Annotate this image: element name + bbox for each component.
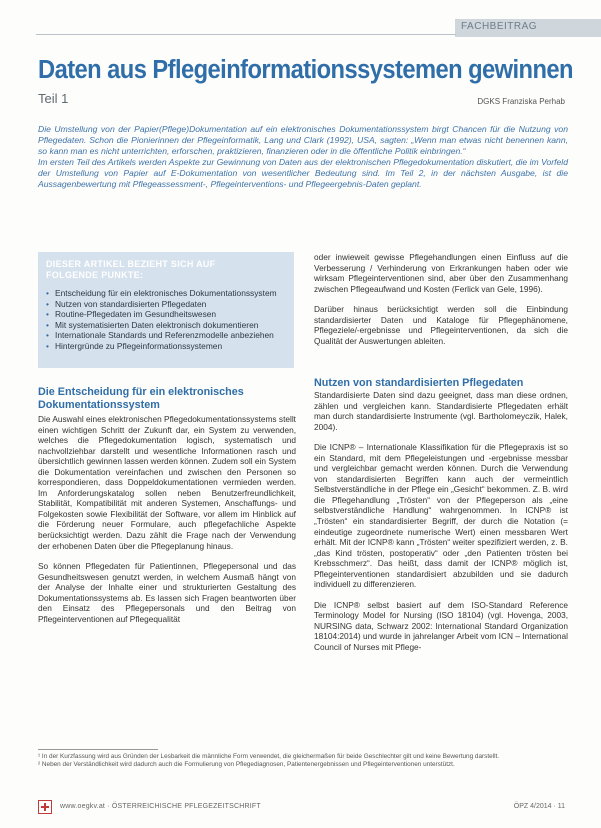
footnotes (38, 753, 568, 769)
summary-list (46, 288, 286, 352)
footnote-rule (38, 749, 158, 750)
summary-list-item: • Routine-Pflegedaten im Gesundheitswesen (46, 309, 286, 320)
body-paragraph: oder inwieweit gewisse Pflegehandlungen einen Einfluss auf die Verbesserung / Verhinderung von Erkrankungen haben oder wie wirksam Pflegeinterventionen sind, aber über den Zusammenhang zwischen Pflegeaufwand und Kosten (Ferlick van Gele, 1996). (314, 252, 568, 294)
rubric-label: FACHBEITRAG (461, 21, 538, 32)
body-paragraph: Die ICNP® selbst basiert auf dem ISO-Standard Reference Terminology Model for Nursing (ISO 18104) (vgl. Hovenga, 2003, NURSING data, Schwarz 2002: International Standard Organization 18104:2014) und wurde in jahrelanger Arbeit vom ICN – International Council of Nurses mit Pflege- (314, 599, 568, 653)
summary-list-item: • Hintergründe zu Pflegeinformationssystemen (46, 341, 286, 352)
footnote: ¹ In der Kurzfassung wird aus Gründen der Lesbarkeit die männliche Form verwendet, die gleichermaßen für beide Geschlechter gilt und keine Bewertung darstellt. (38, 753, 500, 760)
cross-logo-icon (38, 800, 52, 814)
footer-publication: www.oegkv.at · ÖSTERREICHISCHE PFLEGEZEITSCHRIFT (60, 803, 261, 810)
footer-page-number: ÖPZ 4/2014 · 11 (513, 803, 565, 810)
footnote: ² Neben der Verständlichkeit wird dadurch auch die Formulierung von Pflegediagnosen, Patientenergebnissen und Pflegeinterventionen unterstützt. (38, 761, 455, 768)
lead-paragraph: Im ersten Teil des Artikels werden Aspekte zur Gewinnung von Daten aus der elektronischen Pflegedokumentation diskutiert, die im Vorfeld der Umstellung von Papier auf E-Dokumentation von wesentlicher Bedeutung sind. Im Teil 2, in der nächsten Ausgabe, ist die Aussagenbewertung mit Pflegeassessment-, Pflegeinterventions- und Pflegeergebnis-Daten geplant. (38, 157, 568, 190)
body-paragraph: Standardisierte Daten sind dazu geeignet, dass man diese ordnen, zählen und vergleichen kann. Standardisierte Pflegedaten erhält man durch standardisierte Instrumente (vgl. Bartholomeyczik, Halek, 2004). (314, 390, 568, 432)
body-paragraph: Darüber hinaus berücksichtigt werden soll die Einbindung standardisierter Daten und Kataloge für Pflegephänomene, Pflegeziele/-ergebnisse und Pflegeinterventionen, da sich die Qualität der Auswertungen ableiten. (314, 304, 568, 346)
article-author: DGKS Franziska Perhab (477, 97, 565, 106)
body-paragraph: So können Pflegedaten für Patientinnen, Pflegepersonal und das Gesundheitswesen genutzt werden, in welchem Ausmaß hängt von der Analyse der Inhalte einer und strukturierten Gestaltung des Dokumentationssystems ab. Es lassen sich Fragen beantworten über den Einsatz des Pflegepersonals und den Beitrag von Pflegeinterventionen auf Pflegequalität (38, 561, 296, 624)
lead-paragraph: Die Umstellung von der Papier(Pflege)Dokumentation auf ein elektronisches Dokumentationssystem birgt Chancen für die Nutzung von Pflegedaten. Schon die Pionierinnen der Pflegeinformatik, Lang und Clark (1992), USA, sagten: „Wenn man etwas nicht benennen kann, so kann man es nicht unterrichten, erforschen, praktizieren, finanzieren oder in die öffentliche Politik einbringen.“ (38, 124, 568, 157)
section-heading-benefits: Nutzen von standardisierten Pflegedaten (314, 377, 524, 389)
summary-list-item: • Internationale Standards und Referenzmodelle anbeziehen (46, 330, 286, 341)
summary-box-heading (46, 259, 286, 281)
body-paragraph: Die ICNP® – Internationale Klassifikation für die Pflegepraxis ist so ein Standard, mit dem Pflegeleistungen und -ergebnisse messbar und vergleichbar gemacht werden können. Durch die Verwendung von standardisierten Begriffen kann auch der vermeintlich Selbstverständliche in der Pflege ein „Gesicht“ bekommen. Z. B. wird die Pflegehandlung „Trösten“ von der Pflegeperson als „eine selbstverständliche Handlung“ wahrgenommen. In ICNP® ist „Trösten“ ein standardisierter Begriff, der durch die Notation (= eindeutige zugeordnete numerische Wert) einen messbaren Wert erhält. Mit der ICNP® kann „Trösten“ weiter spezifiziert werden, z. B. „das Kind trösten, postoperativ“ oder „den Patienten trösten bei Krebsschmerz“. Das heißt, dass damit der ICNP® möglich ist, Pflegeinterventionen standardisiert abzubilden und sie dadurch individuell zu differenzieren. (314, 442, 568, 590)
header-rule (36, 34, 456, 35)
article-lead (38, 124, 568, 191)
summary-heading-line: DIESER ARTIKEL BEZIEHT SICH AUF (46, 259, 216, 269)
article-subtitle: Teil 1 (38, 91, 69, 106)
body-paragraph: Die Auswahl eines elektronischen Pflegedokumentationssystems stellt einen wichtigen Schritt der Zukunft dar, ein System zu verwenden, welches die Pflegedokumentation logisch, systematisch und nachvollziehbar darstellt und wesentliche Informationen rasch und übersichtlich gewinnen lassen werden können. Zudem soll ein System die Dokumentation vereinfachen und zwischen den Personen so korrespondieren, dass Doppeldokumentationen vermieden werden. Im Anforderungskatalog sollen neben Benutzerfreundlichkeit, Stabilität, Kompatibilität mit anderen Systemen, Anschaffungs- und Folgekosten sowie Flexibilität der Software, vor allem im Hinblick auf die Förderung neuer Formulare, auch pflegefachliche Aspekte berücksichtigt werden. Dazu zählt die Frage nach der Verwendung der erhobenen Daten über die Pflegeplanung hinaus. (38, 414, 296, 551)
summary-heading-line: FOLGENDE PUNKTE: (46, 270, 144, 280)
section-heading-decision: Die Entscheidung für ein elektronisches Dokumentationssystem (38, 386, 244, 411)
summary-list-item: • Entscheidung für ein elektronisches Dokumentationssystem (46, 288, 286, 299)
summary-list-item: • Nutzen von standardisierten Pflegedaten (46, 299, 286, 310)
left-column-body (38, 414, 296, 634)
summary-list-item: • Mit systematisierten Daten elektronisch dokumentieren (46, 320, 286, 331)
right-column-top (314, 252, 568, 356)
right-column-body (314, 390, 568, 663)
article-title: Daten aus Pflegeinformationssystemen gewinnen (38, 56, 573, 84)
